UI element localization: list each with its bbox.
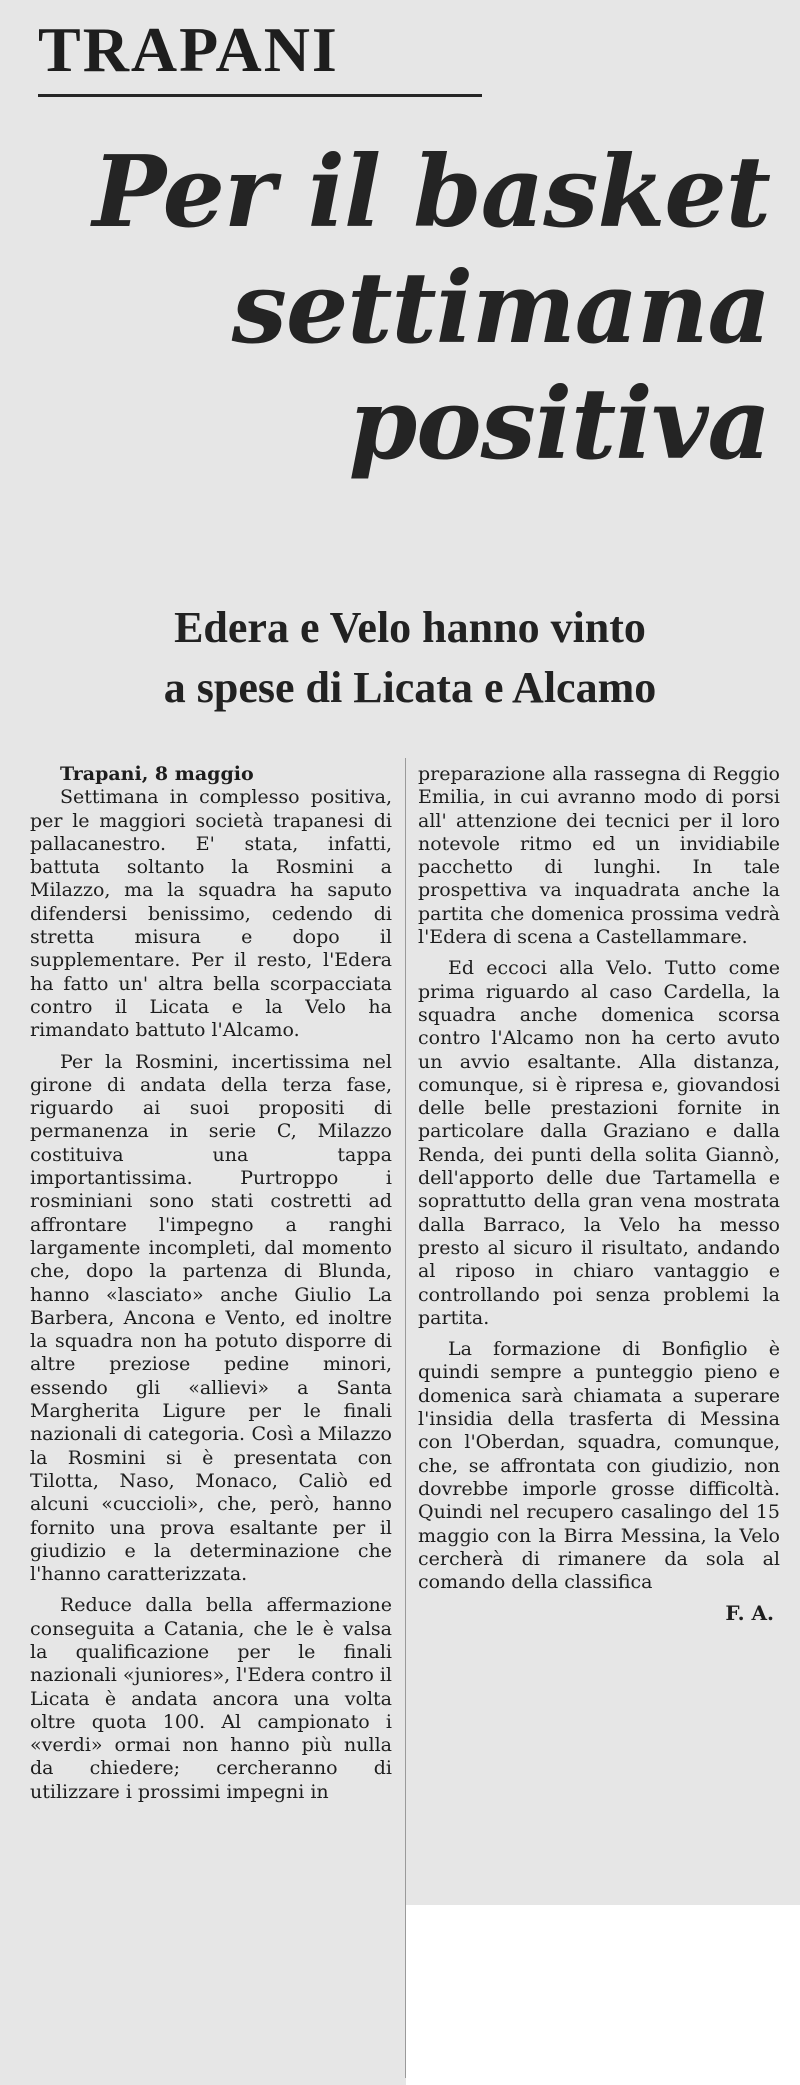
article-paragraph: La formazione di Bonfiglio è quindi sempre a punteggio pieno e domenica sarà chiamata a superare l'insidia della trasferta di Messina con l'Oberdan, squadra, comunque, che, se affrontata con giudizio, non dovrebbe imporle grosse difficoltà. Quindi nel recupero casalingo del 15 maggio con la Birra Messina, la Velo cercherà di rimanere da sola al comando della classifica xyxy=(418,1338,780,1594)
byline: F. A. xyxy=(725,1601,774,1626)
headline-line: settimana xyxy=(231,251,770,366)
article-paragraph xyxy=(30,763,392,786)
article-paragraph: Per la Rosmini, incertissima nel girone di andata della terza fase, riguardo ai suoi propositi di permanenza in serie C, Milazzo costituiva una tappa importantissima. Purtroppo i rosminiani sono stati costretti ad affrontare l'impegno a ranghi largamente incompleti, dal momento che, dopo la partenza di Blunda, hanno «lasciato» anche Giulio La Barbera, Ancona e Vento, ed inoltre la squadra non ha potuto disporre di altre preziose pedine minori, essendo gli «allievi» a Santa Margherita Ligure per le finali nazionali di categoria. Così a Milazzo la Rosmini si è presentata con Tilotta, Naso, Monaco, Caliò ed alcuni «cuccioli», che, però, hanno fornito una prova esaltante per il giudizio e la determinazione che l'hanno caratterizzata. xyxy=(30,1050,392,1586)
article-column-right xyxy=(418,763,780,1626)
headline-line: positiva xyxy=(348,367,770,482)
article-paragraph: Settimana in complesso positiva, per le maggiori società trapanesi di pallacanestro. E' stata, infatti, battuta soltanto la Rosmini a Milazzo, ma la squadra ha saputo difendersi benissimo, cedendo di stretta misura e dopo il supplementare. Per il resto, l'Edera ha fatto un' altra bella scorpacciata contro il Licata e la Velo ha rimandato battuto l'Alcamo. xyxy=(30,786,392,1042)
article-paragraph: Reduce dalla bella affermazione conseguita a Catania, che le è valsa la qualificazione per le finali nazionali «juniores», l'Edera contro il Licata è andata ancora una volta oltre quota 100. Al campionato i «verdi» ormai non hanno più nulla da chiedere; cercheranno di utilizzare i prossimi impegni in xyxy=(30,1594,392,1803)
headline xyxy=(10,135,770,483)
subheadline-line: Edera e Velo hanno vinto xyxy=(174,603,646,652)
article-column-left xyxy=(30,763,392,1812)
article-paragraph: preparazione alla rassegna di Reggio Emilia, in cui avranno modo di porsi all' attenzione dei tecnici per il loro notevole ritmo ed un invidiabile pacchetto di lunghi. In tale prospettiva va inquadrata anche la partita che domenica prossima vedrà l'Edera di scena a Castellammare. xyxy=(418,763,780,949)
newspaper-page-lower xyxy=(0,1905,406,2085)
subheadline xyxy=(60,598,760,718)
section-title: TRAPANI xyxy=(38,14,339,85)
section-underline xyxy=(38,94,482,97)
dateline: Trapani, 8 maggio xyxy=(60,763,254,785)
headline-line: Per il basket xyxy=(92,135,770,250)
column-divider xyxy=(405,758,406,2078)
article-paragraph: Ed eccoci alla Velo. Tutto come prima riguardo al caso Cardella, la squadra anche domenica scorsa contro l'Alcamo non ha certo avuto un avvio esaltante. Alla distanza, comunque, si è ripresa e, giovandosi delle belle prestazioni fornite in particolare dalla Graziano e dalla Renda, dei punti della solita Giannò, dell'apporto delle due Tartamella e soprattutto della gran vena mostrata dalla Barraco, la Velo ha messo presto al sicuro il risultato, andando al riposo in chiaro vantaggio e controllando poi senza problemi la partita. xyxy=(418,957,780,1329)
subheadline-line: a spese di Licata e Alcamo xyxy=(163,663,657,712)
